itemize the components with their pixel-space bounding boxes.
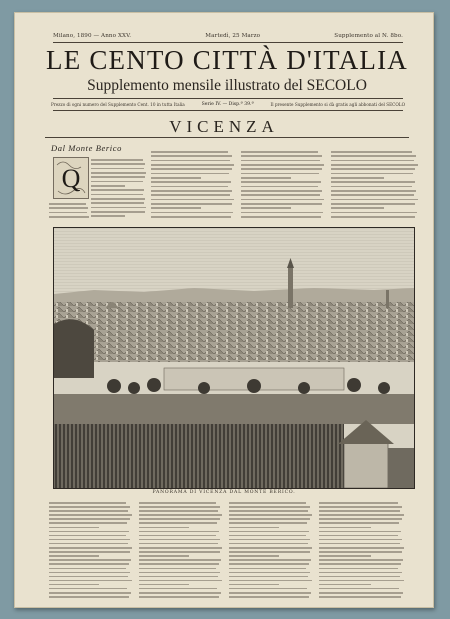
text-line	[229, 518, 310, 520]
text-line	[319, 592, 403, 594]
text-line	[241, 181, 321, 183]
dropcap-letter: Q	[61, 164, 81, 193]
city-rooftops	[54, 302, 414, 362]
text-line	[151, 164, 234, 166]
text-line	[49, 527, 99, 529]
text-line	[49, 212, 87, 214]
bell-tower	[288, 268, 293, 308]
text-line	[139, 510, 218, 512]
text-line	[331, 207, 384, 209]
text-line	[331, 151, 412, 153]
text-line	[91, 163, 145, 165]
text-column-1	[91, 159, 147, 221]
text-line	[229, 584, 279, 586]
panorama-engraving	[53, 227, 415, 489]
text-line	[229, 522, 307, 524]
text-line	[91, 176, 145, 178]
text-line	[139, 543, 218, 545]
text-line	[229, 535, 306, 537]
text-line	[49, 547, 132, 549]
text-line	[49, 555, 99, 557]
text-line	[151, 151, 228, 153]
text-line	[319, 502, 398, 504]
bottom-text-column-4	[319, 502, 405, 600]
text-line	[229, 576, 308, 578]
text-line	[151, 173, 229, 175]
text-line	[241, 194, 320, 196]
text-line	[139, 580, 222, 582]
text-line	[331, 164, 418, 166]
text-line	[319, 506, 402, 508]
text-line	[139, 588, 217, 590]
text-line	[319, 584, 371, 586]
text-line	[229, 502, 306, 504]
text-line	[151, 190, 232, 192]
text-line	[91, 189, 144, 191]
text-line	[139, 568, 216, 570]
text-line	[49, 596, 129, 598]
text-line	[151, 199, 234, 201]
text-line	[91, 215, 125, 217]
newspaper-page	[14, 12, 434, 608]
dateline	[53, 33, 403, 39]
distant-tower	[386, 290, 389, 308]
text-line	[151, 186, 228, 188]
text-line	[49, 207, 88, 209]
text-line	[319, 588, 399, 590]
text-line	[241, 177, 291, 179]
text-line	[49, 518, 130, 520]
text-line	[331, 216, 415, 218]
text-line	[91, 168, 144, 170]
text-line	[229, 543, 308, 545]
text-line	[229, 514, 312, 516]
text-line	[229, 531, 309, 533]
text-line	[49, 203, 86, 205]
text-line	[91, 198, 145, 200]
divider	[45, 137, 409, 138]
text-line	[241, 164, 324, 166]
text-column-4	[331, 151, 419, 221]
text-line	[229, 539, 310, 541]
text-line	[139, 555, 189, 557]
ornamental-initial	[53, 157, 89, 199]
text-line	[139, 559, 221, 561]
text-line	[319, 596, 401, 598]
text-line	[139, 572, 220, 574]
text-line	[319, 522, 399, 524]
text-line	[229, 580, 312, 582]
text-line	[241, 199, 324, 201]
text-line	[319, 576, 400, 578]
text-line	[331, 181, 415, 183]
text-line	[319, 563, 401, 565]
text-line	[49, 506, 130, 508]
text-line	[91, 185, 125, 187]
text-line	[241, 207, 291, 209]
text-line	[331, 177, 384, 179]
notice-left: Prezzo di ogni numero del Supplemento Cent. 10 in tutta Italia	[51, 102, 185, 107]
text-line	[49, 502, 126, 504]
text-line	[151, 203, 232, 205]
text-line	[139, 527, 189, 529]
text-line	[151, 168, 232, 170]
text-line	[229, 547, 312, 549]
text-line	[229, 568, 306, 570]
text-line	[319, 531, 401, 533]
divider	[53, 42, 403, 43]
text-line	[241, 190, 322, 192]
text-line	[229, 555, 279, 557]
text-line	[91, 159, 143, 161]
text-line	[49, 539, 130, 541]
text-line	[319, 572, 402, 574]
place-date: Milano, 1890 — Anno XXV.	[53, 33, 132, 39]
text-line	[319, 543, 400, 545]
text-line	[139, 596, 219, 598]
panorama-illustration	[54, 228, 414, 488]
text-line	[49, 514, 132, 516]
text-line	[331, 212, 417, 214]
text-line	[139, 563, 219, 565]
text-line	[139, 584, 189, 586]
text-line	[319, 580, 404, 582]
divider	[53, 98, 403, 99]
text-line	[49, 522, 127, 524]
engraving-caption: PANORAMA DI VICENZA DAL MONTE BERICO.	[152, 490, 296, 495]
text-line	[139, 514, 222, 516]
text-line	[49, 584, 99, 586]
text-line	[151, 181, 231, 183]
vineyard	[54, 424, 344, 488]
text-line	[229, 506, 310, 508]
text-line	[139, 518, 220, 520]
text-line	[331, 186, 412, 188]
field	[54, 394, 414, 424]
text-line	[331, 190, 416, 192]
text-line	[91, 202, 144, 204]
text-line	[49, 559, 131, 561]
text-line	[49, 563, 129, 565]
text-line	[319, 514, 404, 516]
bottom-text-column-1	[49, 502, 133, 600]
text-line	[139, 522, 217, 524]
text-line	[139, 539, 220, 541]
text-column-2	[151, 151, 235, 221]
bottom-text-column-2	[139, 502, 223, 600]
text-line	[49, 543, 128, 545]
text-line	[151, 216, 231, 218]
text-line	[151, 194, 230, 196]
divider	[53, 110, 403, 111]
text-line	[49, 535, 126, 537]
text-line	[49, 592, 131, 594]
text-line	[331, 173, 413, 175]
text-column-1-continuation	[49, 203, 89, 221]
text-line	[139, 531, 219, 533]
text-line	[229, 559, 311, 561]
text-line	[319, 551, 402, 553]
text-line	[151, 207, 201, 209]
masthead-subtitle: Supplemento mensile illustrato del SECOLO	[87, 77, 367, 94]
text-line	[139, 535, 216, 537]
text-line	[229, 588, 307, 590]
text-line	[49, 568, 126, 570]
text-line	[229, 592, 311, 594]
text-line	[319, 535, 398, 537]
text-line	[91, 172, 146, 174]
text-column-3	[241, 151, 325, 221]
text-line	[241, 212, 323, 214]
text-line	[49, 531, 129, 533]
text-line	[139, 551, 220, 553]
tree-cluster-left	[54, 319, 94, 378]
text-line	[319, 568, 398, 570]
notice-series: Serie IV. — Disp.ª 39.ª	[201, 102, 254, 107]
bottom-text-column-3	[229, 502, 313, 600]
text-line	[241, 203, 322, 205]
text-line	[331, 168, 415, 170]
text-line	[49, 580, 132, 582]
text-line	[331, 199, 418, 201]
text-line	[229, 563, 309, 565]
text-line	[139, 576, 218, 578]
text-line	[91, 211, 145, 213]
text-line	[331, 155, 416, 157]
text-line	[151, 177, 201, 179]
text-line	[139, 506, 220, 508]
text-line	[331, 203, 415, 205]
text-line	[241, 168, 322, 170]
text-line	[49, 551, 130, 553]
sky	[54, 228, 414, 298]
text-line	[91, 181, 143, 183]
text-line	[229, 551, 310, 553]
text-line	[49, 216, 89, 218]
masthead-title: LE CENTO CITTÀ D'ITALIA	[46, 45, 408, 75]
text-line	[49, 576, 128, 578]
text-line	[319, 527, 371, 529]
text-line	[319, 559, 403, 561]
text-line	[319, 539, 402, 541]
text-line	[151, 212, 233, 214]
text-line	[91, 207, 146, 209]
text-line	[241, 155, 322, 157]
article-subhead: Dal Monte Berico	[51, 143, 122, 153]
text-line	[49, 572, 130, 574]
hedge	[388, 448, 414, 488]
price-notice	[51, 100, 405, 109]
text-line	[229, 596, 309, 598]
issue-day: Martedì, 25 Marzo	[205, 33, 261, 39]
text-line	[331, 194, 414, 196]
text-line	[91, 194, 143, 196]
text-line	[151, 155, 232, 157]
text-line	[49, 588, 127, 590]
text-line	[319, 547, 404, 549]
text-line	[139, 502, 216, 504]
text-line	[319, 510, 400, 512]
text-line	[229, 510, 308, 512]
supplement-number: Supplemento al N. 8bo.	[334, 33, 403, 39]
text-line	[241, 173, 319, 175]
text-line	[241, 151, 318, 153]
text-line	[241, 160, 320, 162]
notice-right: Il presente Supplemento si dà gratis agli abbonati del SECOLO	[270, 102, 405, 107]
text-line	[241, 186, 318, 188]
text-line	[229, 527, 279, 529]
article-title: VICENZA	[169, 117, 279, 136]
text-line	[319, 555, 371, 557]
text-line	[139, 592, 221, 594]
text-line	[151, 160, 230, 162]
text-line	[229, 572, 310, 574]
text-line	[241, 216, 321, 218]
text-line	[319, 518, 402, 520]
text-line	[331, 160, 414, 162]
text-line	[139, 547, 222, 549]
text-line	[49, 510, 128, 512]
